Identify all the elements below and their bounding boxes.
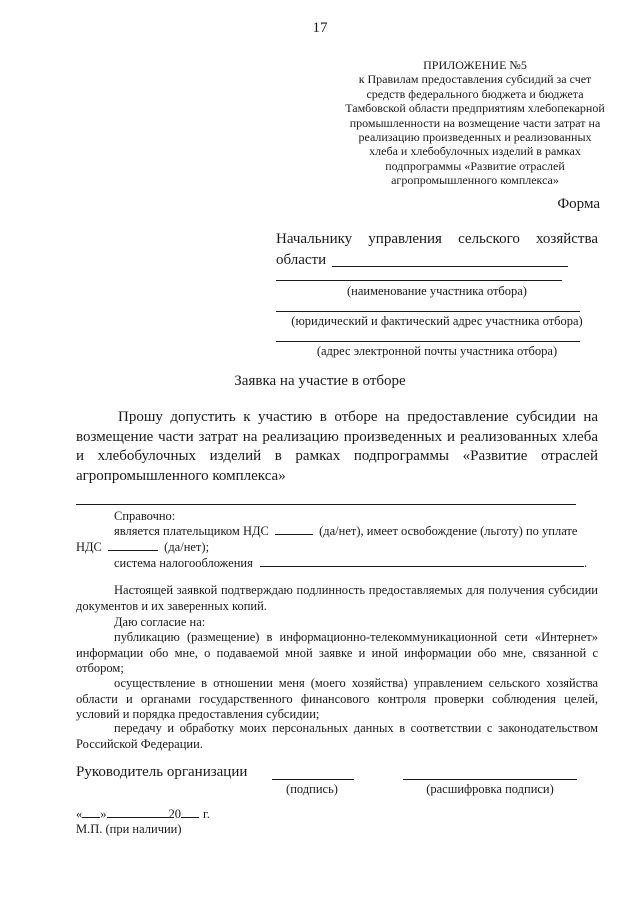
seal-note: М.П. (при наличии) bbox=[76, 822, 182, 836]
consent-item: публикацию (размещение) в информационно-телекоммуникационной сети «Интернет» информации обо мне, о подаваемой мной заявке и иной информации обо мне, связанной с отбором; bbox=[76, 630, 598, 675]
vat-text: (да/нет); bbox=[164, 540, 210, 554]
appendix-line: подпрограммы «Развитие отраслей bbox=[385, 158, 565, 173]
appendix-line: промышленности на возмещение части затрат на bbox=[349, 115, 601, 130]
vat-text: (да/нет), имеет освобождение (льготу) по уплате bbox=[319, 524, 578, 538]
vat-row bbox=[114, 523, 577, 539]
date-quote: » bbox=[100, 807, 107, 821]
participant-address-caption: (юридический и фактический адрес участника отбора) bbox=[291, 314, 583, 328]
date-day-blank bbox=[82, 806, 100, 818]
consent-label: Даю согласие на: bbox=[114, 615, 206, 629]
signature-caption: (подпись) bbox=[286, 782, 338, 796]
addressee-line: Начальнику управления сельского хозяйства bbox=[276, 231, 598, 247]
request-paragraph: Прошу допустить к участию в отборе на предоставление субсидии на возмещение части затрат на реализацию произведенных и реализованных хлеба и хлебобулочных изделий в рамках подпрограммы «Развитие отраслей агропромышленного комплекса» bbox=[76, 409, 598, 484]
participant-address-blank bbox=[276, 311, 580, 312]
appendix-header bbox=[325, 58, 625, 188]
tax-system-blank bbox=[260, 555, 584, 567]
request-blank bbox=[76, 504, 576, 505]
name-decode-blank bbox=[403, 779, 577, 780]
participant-name-caption: (наименование участника отбора) bbox=[347, 284, 527, 298]
addressee-block bbox=[276, 229, 598, 271]
page-number: 17 bbox=[312, 20, 328, 36]
appendix-line: агропромышленного комплекса» bbox=[391, 173, 559, 188]
name-decode-caption: (расшифровка подписи) bbox=[426, 782, 554, 796]
document-title: Заявка на участие в отборе bbox=[234, 373, 406, 389]
participant-email-blank bbox=[276, 341, 580, 342]
date-quote: « bbox=[76, 807, 83, 821]
date-row bbox=[76, 806, 210, 822]
addressee-region-label: области bbox=[276, 252, 327, 268]
confirm-paragraph: Настоящей заявкой подтверждаю подлинность предоставляемых для получения субсидии документов и их заверенных копий. bbox=[76, 583, 598, 613]
appendix-line: хлеба и хлебобулочных изделий в рамках bbox=[369, 144, 581, 159]
date-year-blank bbox=[181, 806, 199, 818]
participant-name-blank bbox=[276, 280, 562, 281]
vat-text: НДС bbox=[76, 540, 102, 554]
appendix-title: ПРИЛОЖЕНИЕ №5 bbox=[423, 58, 527, 72]
addressee-region-row bbox=[276, 250, 598, 271]
vat-blank bbox=[275, 523, 313, 535]
participant-email-caption: (адрес электронной почты участника отбора) bbox=[316, 344, 558, 358]
appendix-line: реализацию произведенных и реализованных bbox=[358, 130, 592, 145]
tax-system-row bbox=[114, 555, 587, 571]
appendix-line: Тамбовской области предприятиям хлебопекарной bbox=[345, 101, 605, 116]
reference-label: Справочно: bbox=[114, 509, 176, 523]
vat-exempt-blank bbox=[108, 539, 158, 551]
signature-label: Руководитель организации bbox=[76, 764, 248, 780]
consent-item: передачу и обработку моих персональных данных в соответствии с законодательством Российской Федерации. bbox=[76, 721, 598, 751]
date-month-blank bbox=[107, 806, 169, 818]
appendix-line: средств федерального бюджета и бюджета bbox=[366, 86, 584, 101]
date-year-suffix: г. bbox=[203, 807, 210, 821]
signature-blank bbox=[272, 779, 354, 780]
vat-text: является плательщиком НДС bbox=[114, 524, 269, 538]
consent-item: осуществление в отношении меня (моего хозяйства) управлением сельского хозяйства области и органами государственного финансового контроля проверки соблюдения целей, условий и порядка предоставления субсидии; bbox=[76, 676, 598, 721]
vat-row-2 bbox=[76, 539, 209, 555]
appendix-line: к Правилам предоставления субсидий за счет bbox=[358, 72, 592, 87]
addressee-blank bbox=[332, 252, 568, 267]
tax-system-label: система налогообложения bbox=[114, 556, 253, 570]
date-year-prefix: 20 bbox=[168, 807, 181, 821]
tax-system-end: . bbox=[583, 556, 588, 570]
form-label: Форма bbox=[557, 196, 600, 212]
